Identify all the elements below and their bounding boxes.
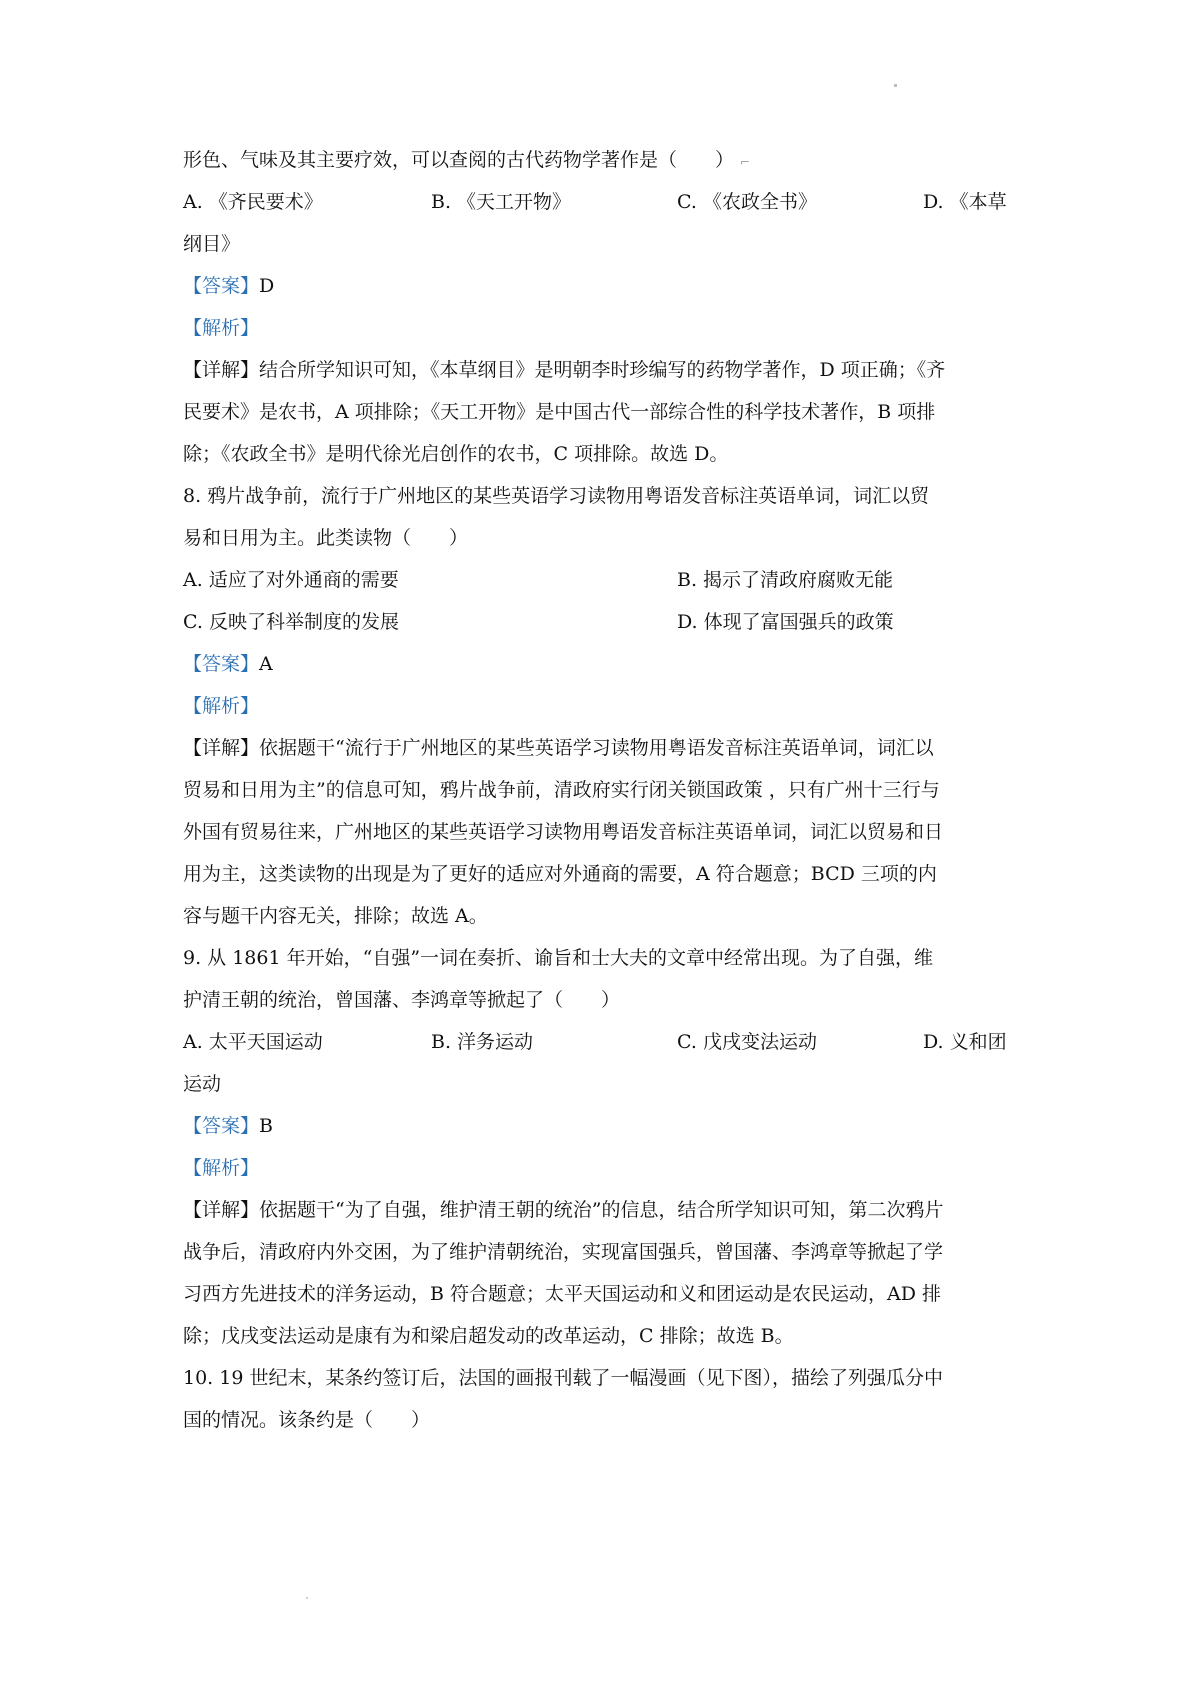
q9-detail-3: 习西方先进技术的洋务运动，B 符合题意；太平天国运动和义和团运动是农民运动，AD 排 [183, 1283, 941, 1305]
q8-answer [183, 652, 1023, 676]
q9-answer [183, 1114, 1023, 1138]
q9-option-a: A. 太平天国运动 [183, 1031, 323, 1053]
q8-detail-2: 贸易和日用为主”的信息可知，鸦片战争前，清政府实行闭关锁国政策 ，只有广州十三行与 [183, 779, 940, 801]
q8-option-a: A. 适应了对外通商的需要 [183, 569, 399, 591]
q7-option-c: C. 《农政全书》 [677, 191, 817, 213]
q7-option-b: B. 《天工开物》 [431, 191, 572, 213]
q9-options-wrap: 运动 [183, 1073, 222, 1095]
q7-analysis [183, 316, 1023, 340]
q9-detail-2: 战争后，清政府内外交困，为了维护清朝统治，实现富国强兵，曾国藩、李鸿章等掀起了学 [183, 1241, 944, 1263]
q7-options-wrap: 纲目》 [183, 233, 241, 255]
q7-option-d: D. 《本草 [923, 191, 1007, 213]
q7-detail-2: 民要术》是农书，A 项排除；《天工开物》是中国古代一部综合性的科学技术著作，B 项排 [183, 401, 936, 423]
q8-stem-1: 8. 鸦片战争前，流行于广州地区的某些英语学习读物用粤语发音标注英语单词，词汇以贸 [183, 485, 930, 507]
q9-detail-4: 除；戊戌变法运动是康有为和梁启超发动的改革运动，C 排除；故选 B。 [183, 1325, 794, 1347]
answer-value: A [259, 653, 273, 675]
q7-answer [183, 274, 1023, 298]
answer-label: 【答案】 [183, 275, 260, 297]
detail-label: 【详解】 [183, 1199, 260, 1221]
scan-dot [306, 1597, 308, 1599]
q8-detail-1: 【详解】依据题干“流行于广州地区的某些英语学习读物用粤语发音标注英语单词，词汇以 [183, 737, 934, 759]
answer-value: D [259, 275, 275, 297]
q8-stem-2: 易和日用为主。此类读物（ ） [183, 527, 469, 549]
q8-detail-5: 容与题干内容无关，排除；故选 A。 [183, 905, 488, 927]
q7-detail-1: 【详解】结合所学知识可知，《本草纲目》是明朝李时珍编写的药物学著作，D 项正确；《齐 [183, 359, 946, 381]
q9-stem-2: 护清王朝的统治，曾国藩、李鸿章等掀起了（ ） [183, 989, 621, 1011]
q7-detail-3: 除；《农政全书》是明代徐光启创作的农书，C 项排除。故选 D。 [183, 443, 729, 465]
analysis-label: 【解析】 [183, 1157, 260, 1179]
q9-option-d: D. 义和团 [923, 1031, 1007, 1053]
answer-label: 【答案】 [183, 653, 260, 675]
analysis-label: 【解析】 [183, 695, 260, 717]
q8-option-d: D. 体现了富国强兵的政策 [677, 611, 894, 633]
analysis-label: 【解析】 [183, 317, 260, 339]
q8-option-b: B. 揭示了清政府腐败无能 [677, 569, 894, 591]
q8-option-c: C. 反映了科举制度的发展 [183, 611, 399, 633]
q8-analysis [183, 694, 1023, 718]
q7-option-a: A. 《齐民要术》 [183, 191, 323, 213]
q9-option-b: B. 洋务运动 [431, 1031, 534, 1053]
q8-detail-3: 外国有贸易往来，广州地区的某些英语学习读物用粤语发音标注英语单词，词汇以贸易和日 [183, 821, 944, 843]
scan-dot [894, 84, 897, 87]
q10-stem-2: 国的情况。该条约是（ ） [183, 1409, 431, 1431]
q9-analysis [183, 1156, 1023, 1180]
detail-label: 【详解】 [183, 737, 260, 759]
answer-label: 【答案】 [183, 1115, 260, 1137]
q7-stem: 形色、气味及其主要疗效，可以查阅的古代药物学著作是（ ） ⌐ [183, 149, 751, 171]
q10-stem-1: 10. 19 世纪末，某条约签订后，法国的画报刊载了一幅漫画（见下图），描绘了列强瓜分中 [183, 1367, 943, 1389]
q9-stem-1: 9. 从 1861 年开始，“自强”一词在奏折、谕旨和士大夫的文章中经常出现。为了自强，维 [183, 947, 934, 969]
answer-value: B [259, 1115, 273, 1137]
q9-detail-1: 【详解】依据题干“为了自强，维护清王朝的统治”的信息，结合所学知识可知，第二次鸦片 [183, 1199, 944, 1221]
q9-option-c: C. 戊戌变法运动 [677, 1031, 817, 1053]
detail-label: 【详解】 [183, 359, 260, 381]
q8-detail-4: 用为主，这类读物的出现是为了更好的适应对外通商的需要，A 符合题意；BCD 三项的内 [183, 863, 937, 885]
